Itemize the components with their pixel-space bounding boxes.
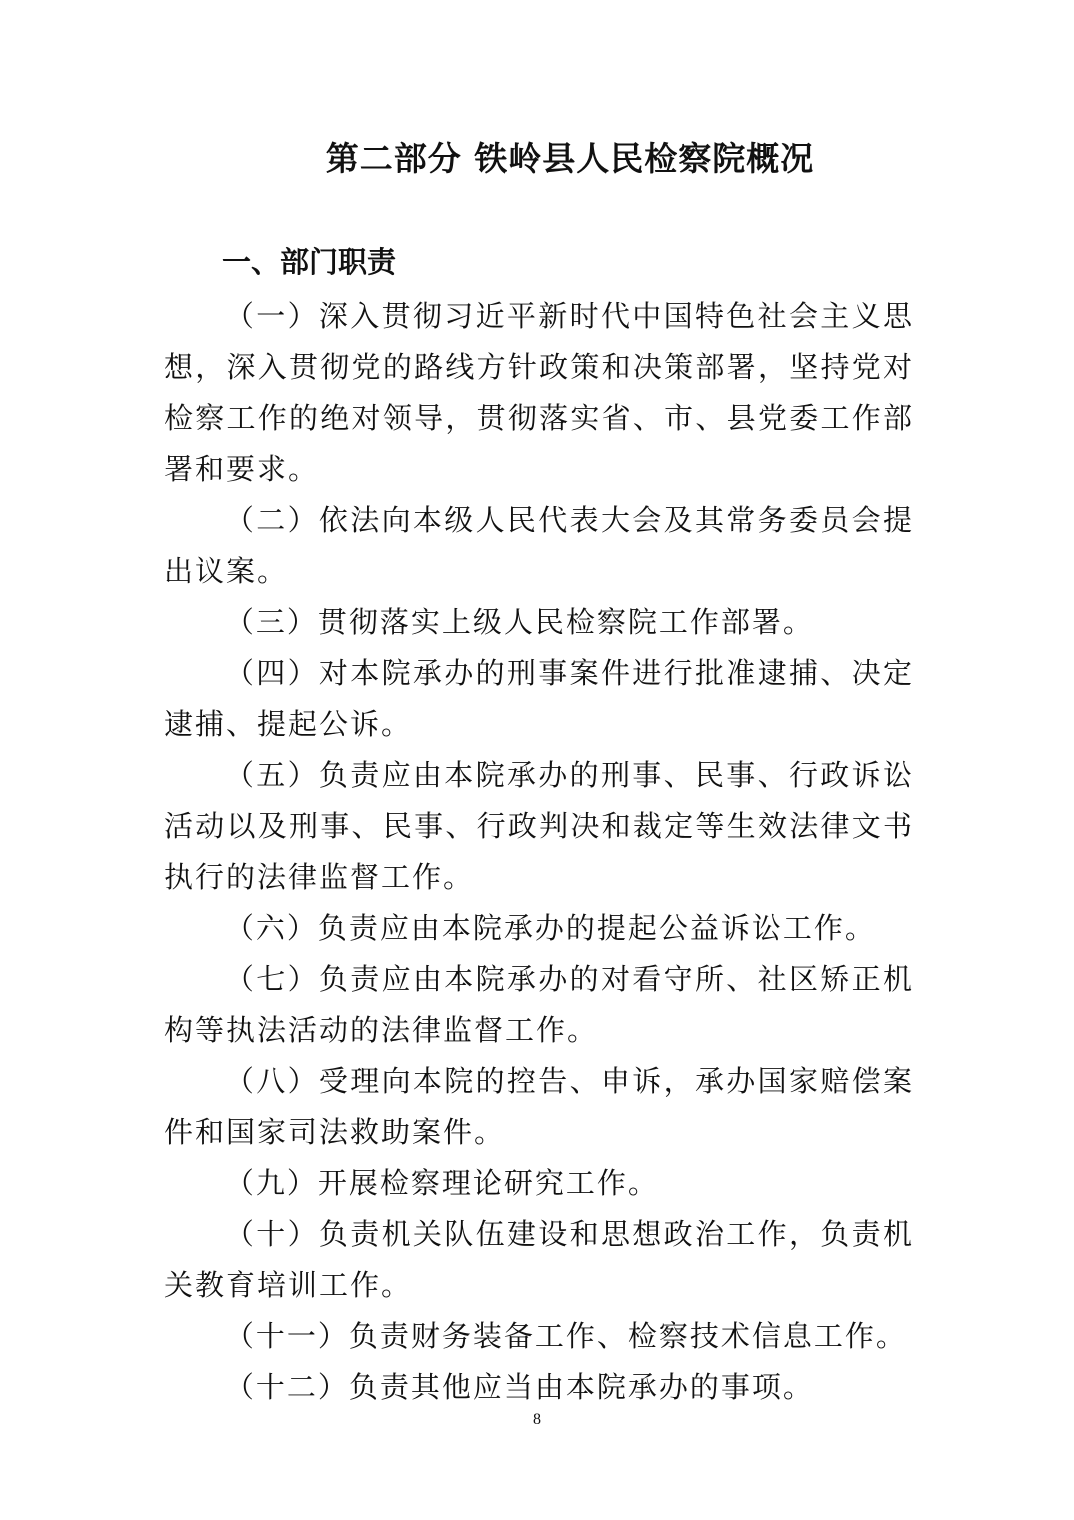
duty-paragraph-5: （五）负责应由本院承办的刑事、民事、行政诉讼活动以及刑事、民事、行政判决和裁定等生效法律文书执行的法律监督工作。 — [164, 758, 914, 894]
duties-list — [164, 291, 914, 1413]
duty-paragraph-8: （八）受理向本院的控告、申诉，承办国家赔偿案件和国家司法救助案件。 — [164, 1064, 914, 1149]
page-title: 第二部分 铁岭县人民检察院概况 — [325, 139, 815, 178]
duty-paragraph-11: （十一）负责财务装备工作、检察技术信息工作。 — [224, 1319, 907, 1353]
duty-paragraph-7: （七）负责应由本院承办的对看守所、社区矫正机构等执法活动的法律监督工作。 — [164, 962, 914, 1047]
duty-paragraph-3: （三）贯彻落实上级人民检察院工作部署。 — [224, 605, 814, 639]
duty-paragraph-1: （一）深入贯彻习近平新时代中国特色社会主义思想，深入贯彻党的路线方针政策和决策部署，坚持党对检察工作的绝对领导，贯彻落实省、市、县党委工作部署和要求。 — [164, 299, 914, 486]
page-number: 8 — [533, 1411, 541, 1428]
duty-paragraph-4: （四）对本院承办的刑事案件进行批准逮捕、决定逮捕、提起公诉。 — [164, 656, 914, 741]
duty-paragraph-6: （六）负责应由本院承办的提起公益诉讼工作。 — [224, 911, 876, 945]
duty-paragraph-9: （九）开展检察理论研究工作。 — [224, 1166, 659, 1200]
duty-paragraph-2: （二）依法向本级人民代表大会及其常务委员会提出议案。 — [164, 503, 914, 588]
duty-paragraph-12: （十二）负责其他应当由本院承办的事项。 — [224, 1370, 814, 1404]
section-heading: 一、部门职责 — [222, 245, 397, 279]
duty-paragraph-10: （十）负责机关队伍建设和思想政治工作，负责机关教育培训工作。 — [164, 1217, 914, 1302]
